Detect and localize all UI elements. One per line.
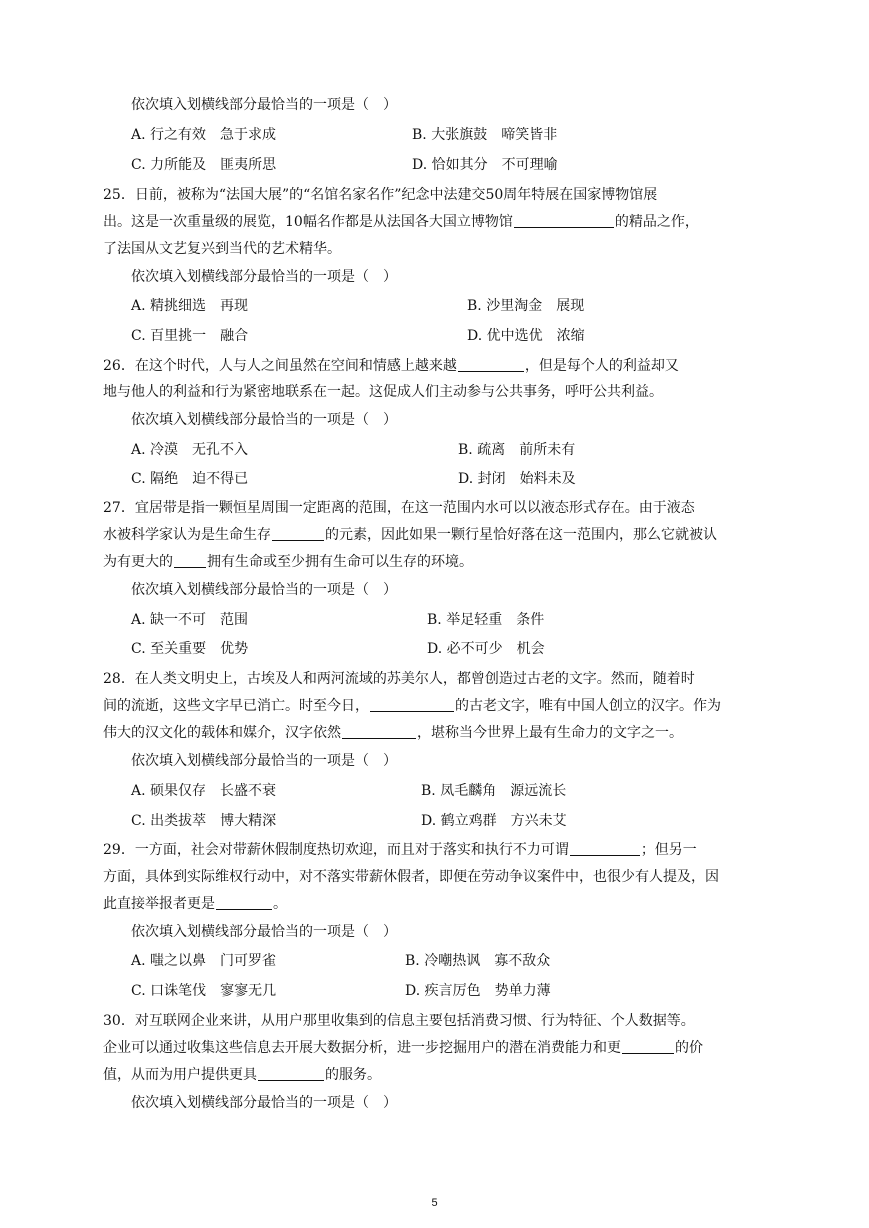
- q25-stem-line-3: 了法国从文艺复兴到当代的艺术精华。: [103, 241, 341, 257]
- option-d: D. 优中选优 浓缩: [467, 328, 585, 344]
- q29-text: ；但另一: [640, 842, 697, 858]
- q30-stem-line-2: [103, 1038, 703, 1058]
- q26-text: 26．在这个时代，人与人之间虽然在空间和情感上越来越: [103, 358, 457, 374]
- q29-stem-line-1: [103, 840, 697, 860]
- q30-text: 企业可以通过收集这些信息去开展大数据分析，进一步挖掘用户的潜在消费能力和更: [103, 1040, 621, 1056]
- option-c: C. 力所能及 匪夷所思: [131, 157, 277, 173]
- q30-text: 的服务。: [325, 1067, 381, 1083]
- answer-blank: [258, 1065, 324, 1081]
- answer-blank: [174, 552, 206, 568]
- question-prompt: 依次填入划横线部分最恰当的一项是（ ）: [131, 582, 397, 598]
- answer-blank: [458, 356, 524, 372]
- option-b: B. 大张旗鼓 啼笑皆非: [412, 127, 558, 143]
- page-number: 5: [431, 1197, 438, 1209]
- q26-stem-line-1: [103, 356, 679, 376]
- question-prompt: 依次填入划横线部分最恰当的一项是（ ）: [131, 924, 397, 940]
- question-prompt: 依次填入划横线部分最恰当的一项是（ ）: [131, 412, 397, 428]
- q26-text: ，但是每个人的利益却又: [524, 358, 679, 374]
- answer-blank: [570, 840, 640, 856]
- answer-blank: [514, 212, 614, 228]
- q30-text: 值，从而为用户提供更具: [103, 1067, 257, 1083]
- answer-blank: [342, 723, 416, 739]
- option-c: C. 至关重要 优势: [131, 641, 249, 657]
- q30-stem-line-3: [103, 1065, 381, 1085]
- question-prompt: 依次填入划横线部分最恰当的一项是（ ）: [131, 753, 397, 769]
- option-d: D. 必不可少 机会: [427, 641, 545, 657]
- q29-text: 此直接举报者更是: [103, 896, 215, 912]
- question-prompt: 依次填入划横线部分最恰当的一项是（ ）: [131, 1095, 397, 1111]
- question-prompt: 依次填入划横线部分最恰当的一项是（ ）: [131, 269, 397, 285]
- q26-stem-line-2: 地与他人的利益和行为紧密地联系在一起。这促成人们主动参与公共事务，呼吁公共利益。: [103, 384, 663, 400]
- q28-text: 的古老文字，唯有中国人创立的汉字。作为: [455, 698, 721, 714]
- answer-blank: [272, 525, 324, 541]
- q29-stem-line-2: 方面，具体到实际维权行动中，对不落实带薪休假者，即便在劳动争议案件中，也很少有人提及，因: [103, 869, 719, 885]
- option-c: C. 隔绝 迫不得已: [131, 471, 249, 487]
- option-d: D. 封闭 始料未及: [458, 471, 576, 487]
- q28-stem-line-3: [103, 723, 683, 743]
- option-b: B. 举足轻重 条件: [427, 612, 545, 628]
- q27-stem-line-2: [103, 525, 717, 545]
- q27-stem-line-1: 27．宜居带是指一颗恒星周围一定距离的范围，在这一范围内水可以以液态形式存在。由于液态: [103, 500, 695, 516]
- option-d: D. 鹤立鸡群 方兴未艾: [421, 813, 567, 829]
- answer-blank: [216, 894, 272, 910]
- q28-text: 间的流逝，这些文字早已消亡。时至今日，: [103, 698, 369, 714]
- option-a: A. 硕果仅存 长盛不衰: [131, 783, 277, 799]
- q30-stem-line-1: 30．对互联网企业来讲，从用户那里收集到的信息主要包括消费习惯、行为特征、个人数据等。: [103, 1013, 695, 1029]
- option-a: A. 精挑细选 再现: [131, 298, 249, 314]
- option-c: C. 出类拔萃 博大精深: [131, 813, 277, 829]
- q25-text: 的精品之作，: [614, 214, 699, 230]
- q25-stem-line-1: 25．日前，被称为“法国大展”的“名馆名家名作”纪念中法建交50周年特展在国家博物馆展: [103, 187, 658, 203]
- option-d: D. 恰如其分 不可理喻: [412, 157, 558, 173]
- option-a: A. 行之有效 急于求成: [131, 127, 277, 143]
- option-c: C. 百里挑一 融合: [131, 328, 249, 344]
- answer-blank: [370, 696, 454, 712]
- q25-text: 出。这是一次重量级的展览，10幅名作都是从法国各大国立博物馆: [103, 214, 513, 230]
- option-a: A. 冷漠 无孔不入: [131, 442, 249, 458]
- q29-text: 29．一方面，社会对带薪休假制度热切欢迎，而且对于落实和执行不力可谓: [103, 842, 569, 858]
- question-prompt: 依次填入划横线部分最恰当的一项是（ ）: [131, 97, 397, 113]
- q28-stem-line-2: [103, 696, 721, 716]
- q28-stem-line-1: 28．在人类文明史上，古埃及人和两河流域的苏美尔人，都曾创造过古老的文字。然而，随着时: [103, 671, 695, 687]
- q27-text: 水被科学家认为是生命生存: [103, 527, 271, 543]
- option-b: B. 疏离 前所未有: [458, 442, 576, 458]
- q30-text: 的价: [675, 1040, 703, 1056]
- q29-stem-line-3: [103, 894, 287, 914]
- answer-blank: [622, 1038, 674, 1054]
- option-b: B. 凤毛麟角 源远流长: [421, 783, 567, 799]
- q28-text: 伟大的汉文化的载体和媒介，汉字依然: [103, 725, 341, 741]
- option-c: C. 口诛笔伐 寥寥无几: [131, 983, 277, 999]
- option-b: B. 冷嘲热讽 寡不敌众: [405, 953, 551, 969]
- q27-text: 为有更大的: [103, 554, 173, 570]
- q28-text: ，堪称当今世界上最有生命力的文字之一。: [417, 725, 683, 741]
- q25-stem-line-2: [103, 212, 699, 232]
- option-a: A. 嗤之以鼻 门可罗雀: [131, 953, 277, 969]
- option-a: A. 缺一不可 范围: [131, 612, 249, 628]
- q27-text: 的元素，因此如果一颗行星恰好落在这一范围内，那么它就被认: [325, 527, 717, 543]
- q27-text: 拥有生命或至少拥有生命可以生存的环境。: [207, 554, 473, 570]
- q29-text: 。: [273, 896, 287, 912]
- option-d: D. 疾言厉色 势单力薄: [405, 983, 551, 999]
- q27-stem-line-3: [103, 552, 473, 572]
- option-b: B. 沙里淘金 展现: [467, 298, 585, 314]
